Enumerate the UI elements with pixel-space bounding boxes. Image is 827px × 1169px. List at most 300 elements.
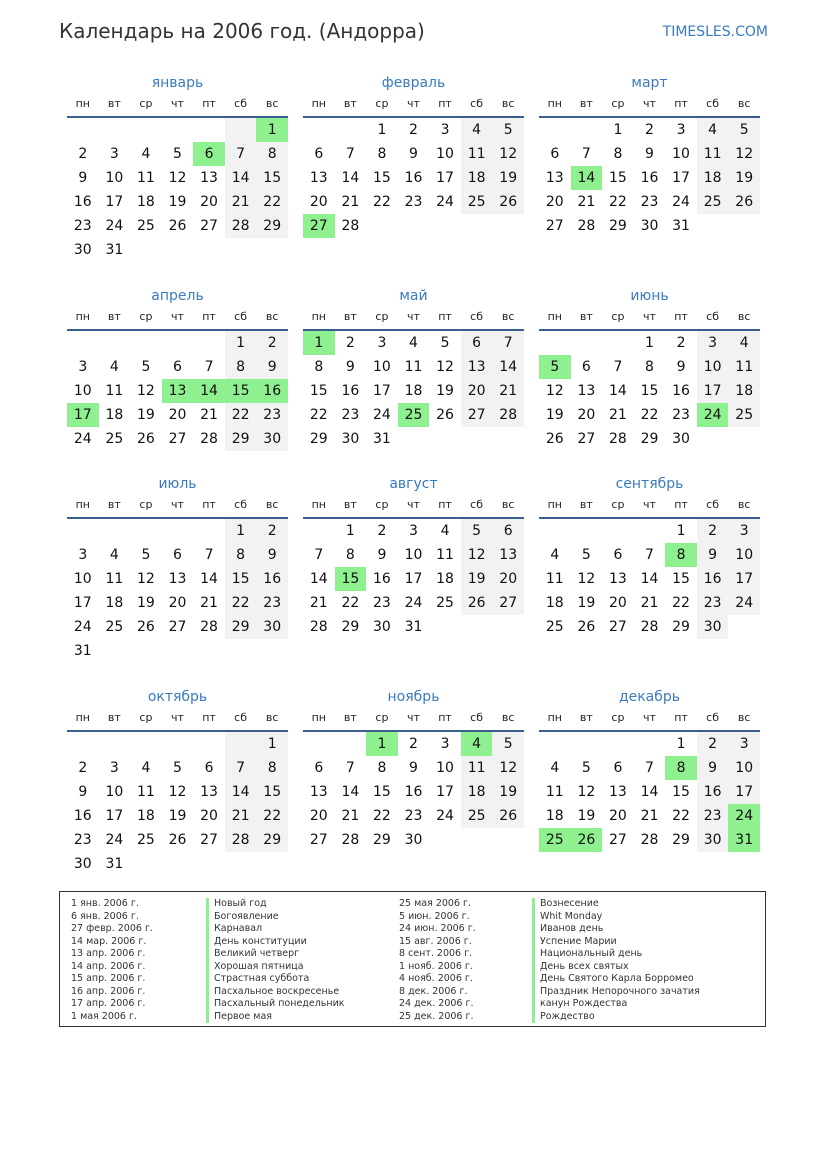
weekday-label: вт	[579, 711, 593, 724]
weekday-label: ср	[375, 498, 389, 511]
weekday-label: сб	[706, 711, 720, 724]
day-cell: 16	[404, 784, 423, 800]
day-cell: 9	[78, 170, 88, 186]
day-cell: 11	[436, 547, 454, 563]
day-cell: 15	[256, 780, 288, 804]
weekday-label: вс	[265, 97, 279, 110]
day-cell: 13	[461, 355, 493, 379]
day-cell: 31	[105, 856, 124, 872]
weekday-label: ср	[139, 97, 153, 110]
holiday-name: Карнавал	[206, 923, 345, 936]
day-cell: 24	[672, 194, 690, 210]
day-cell: 8	[377, 760, 387, 776]
holiday-date: 25 дек. 2006 г.	[399, 1010, 474, 1022]
day-cell: 10	[436, 146, 454, 162]
holiday-name: канун Рождества	[532, 998, 700, 1011]
holiday-name: Богоявление	[206, 911, 345, 924]
day-cell: 14	[200, 571, 218, 587]
day-cell: 29	[256, 214, 288, 238]
holiday-name: Национальный день	[532, 948, 700, 961]
day-cell: 12	[168, 170, 187, 186]
holiday-dates-column-1	[71, 898, 153, 1023]
day-cell: 24	[105, 218, 124, 234]
day-cell: 8	[256, 756, 288, 780]
day-cell: 20	[309, 808, 328, 824]
day-cell: 14	[341, 784, 360, 800]
weekday-label: пн	[75, 498, 90, 511]
weekday-label: чт	[407, 97, 420, 110]
day-cell: 9	[645, 146, 654, 162]
day-cell: 13	[168, 571, 187, 587]
day-cell: 7	[645, 760, 654, 776]
day-cell: 15	[256, 166, 288, 190]
weekday-header	[303, 308, 524, 331]
day-cell: 21	[200, 595, 218, 611]
day-cell: 19	[168, 194, 187, 210]
day-cell: 6	[492, 519, 524, 543]
empty-cell	[634, 732, 666, 756]
day-cell: 2	[256, 331, 288, 355]
weekday-label: вт	[579, 97, 593, 110]
holiday-date: 1 янв. 2006 г.	[71, 898, 139, 909]
site-link[interactable]: TIMESLES.COM	[662, 24, 768, 40]
holiday-name: Первое мая	[206, 1011, 345, 1024]
holiday-date: 27 февр. 2006 г.	[71, 923, 153, 934]
empty-cell	[130, 519, 162, 543]
day-cell: 4	[109, 359, 119, 375]
weekday-label: сб	[470, 97, 484, 110]
empty-cell	[162, 118, 194, 142]
weekday-label: вт	[107, 97, 121, 110]
day-grid	[539, 331, 760, 451]
holiday-name: Whit Monday	[532, 911, 700, 924]
month-name: октябрь	[147, 689, 208, 705]
day-cell: 5	[581, 760, 591, 776]
day-cell: 8	[665, 756, 697, 780]
day-cell: 3	[78, 547, 88, 563]
day-cell: 30	[697, 615, 729, 639]
day-cell: 17	[373, 383, 391, 399]
holiday-name: Пасхальный понедельник	[206, 998, 345, 1011]
day-cell: 28	[200, 619, 218, 635]
empty-cell	[193, 118, 225, 142]
day-cell: 12	[728, 142, 760, 166]
day-cell: 8	[256, 142, 288, 166]
empty-cell	[571, 519, 603, 543]
day-cell: 12	[436, 359, 454, 375]
day-cell: 10	[73, 383, 92, 399]
weekday-label: вс	[501, 97, 515, 110]
empty-cell	[602, 331, 634, 355]
day-cell: 19	[577, 808, 596, 824]
weekday-label: вт	[579, 310, 593, 323]
empty-cell	[130, 732, 162, 756]
day-cell: 14	[309, 571, 328, 587]
day-cell: 6	[173, 359, 182, 375]
day-cell: 6	[581, 359, 591, 375]
day-cell: 12	[577, 571, 596, 587]
day-cell: 17	[73, 595, 92, 611]
empty-cell	[571, 331, 603, 355]
day-cell: 25	[137, 218, 155, 234]
day-cell: 30	[672, 431, 690, 447]
empty-cell	[539, 519, 571, 543]
day-cell: 24	[436, 808, 454, 824]
day-cell: 13	[200, 170, 218, 186]
empty-cell	[335, 732, 367, 756]
day-cell: 27	[609, 619, 627, 635]
day-cell: 3	[728, 519, 760, 543]
holiday-name: Иванов день	[532, 923, 700, 936]
day-cell: 6	[173, 547, 182, 563]
day-cell: 25	[436, 595, 454, 611]
weekday-label: пт	[202, 97, 216, 110]
day-cell: 10	[436, 760, 454, 776]
day-cell: 27	[309, 832, 328, 848]
month-name: март	[631, 75, 668, 91]
day-cell: 31	[728, 828, 760, 852]
day-cell: 26	[492, 190, 524, 214]
day-cell: 24	[73, 619, 92, 635]
month-12	[539, 685, 760, 852]
day-cell: 7	[314, 547, 324, 563]
day-cell: 31	[672, 218, 690, 234]
weekday-label: чт	[407, 310, 420, 323]
holiday-date: 24 дек. 2006 г.	[399, 998, 474, 1009]
day-cell: 9	[377, 547, 387, 563]
day-cell: 11	[404, 359, 423, 375]
day-grid	[67, 331, 288, 451]
day-cell: 6	[314, 146, 324, 162]
weekday-label: чт	[407, 498, 420, 511]
day-cell: 28	[609, 431, 627, 447]
day-cell: 2	[676, 335, 686, 351]
day-cell: 17	[404, 571, 423, 587]
day-cell: 28	[341, 218, 360, 234]
day-cell: 5	[440, 335, 450, 351]
day-cell: 2	[409, 736, 418, 752]
month-name: декабрь	[618, 689, 681, 705]
day-cell: 3	[109, 760, 119, 776]
day-cell: 12	[137, 571, 155, 587]
day-cell: 27	[200, 218, 218, 234]
day-cell: 14	[609, 383, 627, 399]
day-cell: 22	[373, 194, 391, 210]
holiday-name: День конституции	[206, 936, 345, 949]
day-cell: 25	[697, 190, 729, 214]
day-cell: 28	[200, 431, 218, 447]
empty-cell	[193, 732, 225, 756]
day-cell: 17	[728, 567, 760, 591]
weekday-label: чт	[407, 711, 420, 724]
weekday-label: пт	[438, 97, 452, 110]
day-cell: 12	[545, 383, 564, 399]
weekday-label: сб	[706, 97, 720, 110]
day-cell: 7	[613, 359, 623, 375]
day-cell: 14	[225, 166, 257, 190]
day-cell: 12	[168, 784, 187, 800]
month-name: февраль	[381, 75, 446, 91]
month-5	[303, 284, 524, 451]
day-cell: 22	[225, 591, 257, 615]
day-cell: 29	[672, 619, 690, 635]
empty-cell	[634, 519, 666, 543]
day-cell: 13	[609, 571, 627, 587]
weekday-label: пн	[311, 711, 326, 724]
day-grid	[303, 519, 524, 639]
empty-cell	[225, 732, 257, 756]
holiday-date: 1 нояб. 2006 г.	[399, 960, 473, 972]
weekday-label: ср	[375, 711, 389, 724]
empty-cell	[99, 331, 131, 355]
holiday-name: Страстная суббота	[206, 973, 345, 986]
day-cell: 12	[461, 543, 493, 567]
day-cell: 15	[609, 170, 627, 186]
day-cell: 18	[137, 194, 155, 210]
day-cell: 24	[436, 194, 454, 210]
day-cell: 6	[461, 331, 493, 355]
day-cell: 4	[550, 547, 560, 563]
weekday-label: пт	[674, 498, 688, 511]
day-cell: 13	[609, 784, 627, 800]
day-cell: 23	[404, 808, 423, 824]
day-cell: 11	[137, 170, 155, 186]
day-cell: 22	[341, 595, 360, 611]
day-cell: 7	[645, 547, 654, 563]
weekday-label: пт	[202, 711, 216, 724]
day-cell: 23	[672, 407, 690, 423]
holiday-name: Хорошая пятница	[206, 961, 345, 974]
day-cell: 30	[341, 431, 360, 447]
empty-cell	[193, 331, 225, 355]
day-cell: 9	[697, 756, 729, 780]
weekday-label: сб	[470, 310, 484, 323]
day-cell: 10	[697, 355, 729, 379]
empty-cell	[193, 519, 225, 543]
weekday-header	[539, 95, 760, 118]
day-cell: 23	[73, 832, 92, 848]
day-cell: 31	[105, 242, 124, 258]
day-cell: 3	[440, 736, 450, 752]
empty-cell	[539, 118, 571, 142]
day-cell: 9	[676, 359, 686, 375]
weekday-header	[67, 308, 288, 331]
day-cell: 1	[256, 732, 288, 756]
day-cell: 23	[73, 218, 92, 234]
day-cell: 23	[373, 595, 391, 611]
day-cell: 26	[577, 619, 596, 635]
holiday-name: Успение Марии	[532, 936, 700, 949]
day-cell: 22	[225, 403, 257, 427]
weekday-label: чт	[643, 711, 656, 724]
day-cell: 24	[73, 431, 92, 447]
day-grid	[303, 331, 524, 451]
empty-cell	[303, 732, 335, 756]
day-cell: 25	[461, 804, 493, 828]
weekday-header	[539, 709, 760, 732]
day-cell: 17	[728, 780, 760, 804]
empty-cell	[67, 519, 99, 543]
day-cell: 17	[436, 784, 454, 800]
day-cell: 15	[672, 571, 690, 587]
day-cell: 19	[461, 567, 493, 591]
day-cell: 22	[672, 808, 690, 824]
day-cell: 4	[109, 547, 119, 563]
day-cell: 17	[105, 194, 124, 210]
day-cell: 22	[309, 407, 328, 423]
day-cell: 13	[492, 543, 524, 567]
day-cell: 3	[377, 335, 387, 351]
day-cell: 8	[665, 543, 697, 567]
day-cell: 27	[577, 431, 596, 447]
day-cell: 20	[168, 407, 187, 423]
day-cell: 16	[73, 194, 92, 210]
day-cell: 1	[613, 122, 623, 138]
day-cell: 28	[309, 619, 328, 635]
weekday-header	[303, 709, 524, 732]
day-cell: 27	[545, 218, 564, 234]
day-cell: 2	[256, 519, 288, 543]
day-cell: 1	[676, 736, 686, 752]
day-cell: 27	[609, 832, 627, 848]
day-cell: 27	[168, 619, 187, 635]
day-cell: 16	[697, 780, 729, 804]
day-cell: 29	[309, 431, 328, 447]
holiday-legend	[59, 891, 766, 1027]
weekday-label: чт	[171, 97, 184, 110]
day-cell: 30	[697, 828, 729, 852]
day-cell: 18	[461, 780, 493, 804]
day-cell: 4	[440, 523, 450, 539]
day-cell: 18	[545, 595, 564, 611]
day-cell: 21	[577, 194, 596, 210]
weekday-label: ср	[375, 97, 389, 110]
day-cell: 1	[345, 523, 355, 539]
holiday-date: 5 июн. 2006 г.	[399, 910, 470, 922]
day-cell: 8	[345, 547, 355, 563]
day-cell: 25	[105, 431, 124, 447]
weekday-label: сб	[234, 498, 248, 511]
day-cell: 13	[200, 784, 218, 800]
empty-cell	[225, 118, 257, 142]
empty-cell	[162, 732, 194, 756]
day-cell: 9	[345, 359, 355, 375]
day-cell: 7	[204, 547, 214, 563]
day-cell: 21	[225, 190, 257, 214]
month-9	[539, 472, 760, 639]
day-cell: 21	[492, 379, 524, 403]
day-cell: 26	[571, 828, 603, 852]
day-cell: 5	[581, 547, 591, 563]
day-cell: 17	[436, 170, 454, 186]
month-name: июль	[158, 476, 197, 492]
day-cell: 6	[550, 146, 560, 162]
day-cell: 26	[545, 431, 564, 447]
day-cell: 7	[225, 142, 257, 166]
day-cell: 23	[404, 194, 423, 210]
day-cell: 5	[173, 146, 182, 162]
day-cell: 15	[640, 383, 659, 399]
weekday-label: пт	[202, 310, 216, 323]
weekday-label: вт	[107, 711, 121, 724]
day-cell: 16	[672, 383, 690, 399]
day-cell: 24	[697, 403, 729, 427]
day-cell: 19	[492, 780, 524, 804]
day-cell: 14	[640, 571, 659, 587]
day-cell: 19	[137, 595, 155, 611]
day-cell: 10	[404, 547, 423, 563]
day-cell: 19	[168, 808, 187, 824]
day-cell: 10	[373, 359, 391, 375]
weekday-label: сб	[470, 498, 484, 511]
day-grid	[67, 732, 288, 876]
empty-cell	[602, 732, 634, 756]
weekday-label: пт	[674, 711, 688, 724]
day-cell: 16	[256, 567, 288, 591]
month-11	[303, 685, 524, 852]
month-1	[67, 71, 288, 262]
day-cell: 16	[404, 170, 423, 186]
day-cell: 31	[404, 619, 423, 635]
day-cell: 26	[137, 619, 155, 635]
day-cell: 6	[193, 142, 225, 166]
weekday-label: пт	[674, 310, 688, 323]
day-cell: 23	[256, 403, 288, 427]
day-cell: 4	[141, 760, 151, 776]
day-cell: 26	[168, 218, 187, 234]
weekday-label: пн	[75, 97, 90, 110]
day-cell: 4	[461, 118, 493, 142]
day-cell: 22	[640, 407, 659, 423]
day-cell: 28	[225, 828, 257, 852]
day-cell: 18	[404, 383, 423, 399]
day-cell: 29	[373, 832, 391, 848]
day-cell: 21	[640, 808, 659, 824]
day-cell: 15	[309, 383, 328, 399]
day-cell: 6	[613, 760, 623, 776]
holiday-names-column-2	[532, 898, 700, 1023]
day-cell: 20	[461, 379, 493, 403]
day-cell: 9	[256, 355, 288, 379]
day-cell: 1	[225, 519, 257, 543]
day-cell: 21	[341, 194, 360, 210]
day-cell: 11	[728, 355, 760, 379]
day-cell: 22	[672, 595, 690, 611]
day-cell: 6	[613, 547, 623, 563]
holiday-date: 15 апр. 2006 г.	[71, 973, 146, 984]
day-cell: 31	[373, 431, 391, 447]
day-cell: 23	[640, 194, 659, 210]
day-cell: 3	[109, 146, 119, 162]
day-cell: 21	[640, 595, 659, 611]
month-7	[67, 472, 288, 663]
day-cell: 4	[461, 732, 493, 756]
weekday-label: вс	[737, 498, 751, 511]
weekday-label: вс	[265, 711, 279, 724]
day-cell: 21	[225, 804, 257, 828]
day-cell: 9	[409, 760, 418, 776]
day-cell: 29	[256, 828, 288, 852]
day-cell: 2	[697, 732, 729, 756]
day-cell: 25	[728, 403, 760, 427]
weekday-label: вт	[107, 498, 121, 511]
empty-cell	[99, 519, 131, 543]
month-2	[303, 71, 524, 238]
day-cell: 9	[409, 146, 418, 162]
day-cell: 14	[193, 379, 225, 403]
empty-cell	[303, 519, 335, 543]
day-cell: 18	[461, 166, 493, 190]
